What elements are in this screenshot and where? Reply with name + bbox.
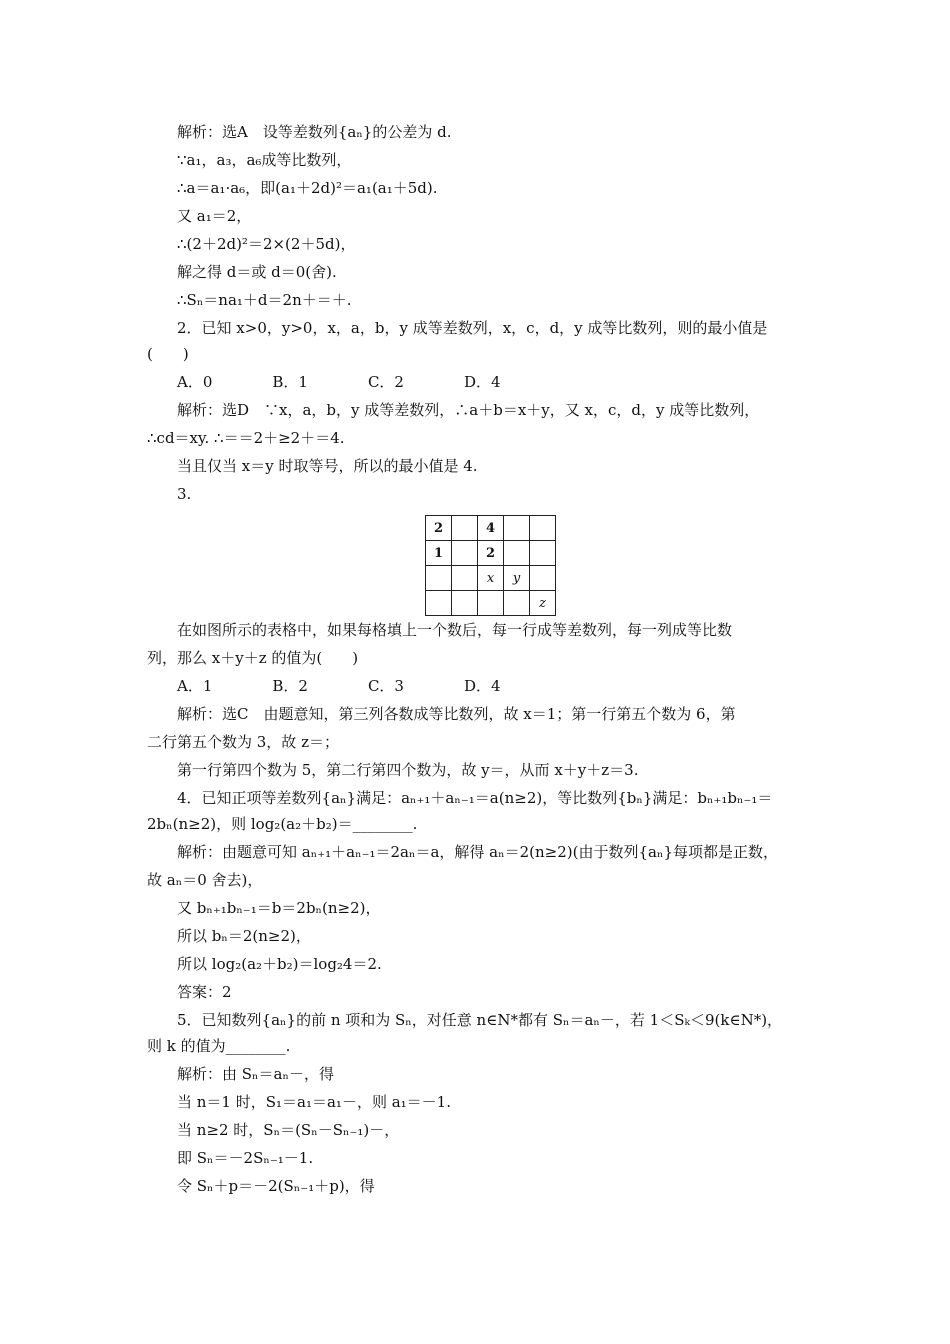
grid-cell — [478, 591, 504, 616]
grid-cell — [504, 541, 530, 566]
text-line: 则 k 的值为________. — [147, 1037, 291, 1055]
grid-cell — [426, 591, 452, 616]
grid-row — [426, 591, 556, 616]
text-line: 解析：由题意可知 aₙ₊₁＋aₙ₋₁＝2aₙ＝a，解得 aₙ＝2(n≥2)(由于数列{aₙ}每项都是正数， — [177, 843, 779, 861]
grid-cell — [452, 566, 478, 591]
text-line: ∵a₁，a₃，a₆成等比数列， — [177, 151, 352, 169]
text-line: 解之得 d＝或 d＝0(舍). — [177, 263, 337, 281]
text-line: ∴cd＝xy. ∴＝＝2＋≥2＋＝4. — [147, 429, 345, 447]
text-line: 所以 bₙ＝2(n≥2)， — [177, 927, 311, 945]
question-5: 5．已知数列{aₙ}的前 n 项和为 Sₙ，对任意 n∈N*都有 Sₙ＝aₙ－，若 1＜Sₖ＜9(k∈N*)， — [177, 1011, 783, 1029]
text-line: 解析：由 Sₙ＝aₙ－，得 — [177, 1065, 334, 1083]
grid-cell: y — [504, 566, 530, 591]
text-line: ∴a＝a₁·a₆，即(a₁＋2d)²＝a₁(a₁＋5d). — [177, 179, 438, 197]
text-line: 解析：选D ∵x，a，b，y 成等差数列，∴a＋b＝x＋y，又 x，c，d，y 成等比数列， — [177, 401, 760, 419]
grid-row — [426, 516, 556, 541]
grid-cell — [530, 541, 556, 566]
answer-line: 答案：2 — [177, 983, 232, 1001]
grid-row — [426, 541, 556, 566]
text-line: 解析：选C 由题意知，第三列各数成等比数列，故 x＝1；第一行第五个数为 6，第 — [177, 705, 736, 723]
text-line: 当 n≥2 时，Sₙ＝(Sₙ－Sₙ₋₁)－， — [177, 1121, 400, 1139]
text-line: ∴Sₙ＝na₁＋d＝2n＋＝＋. — [177, 291, 352, 309]
grid-cell — [530, 566, 556, 591]
text-line: 列，那么 x＋y＋z 的值为( ) — [147, 649, 359, 667]
grid-row — [426, 566, 556, 591]
number-grid — [425, 515, 556, 616]
grid-cell — [452, 516, 478, 541]
grid-cell: z — [530, 591, 556, 616]
grid-cell — [452, 541, 478, 566]
grid-cell: 4 — [478, 516, 504, 541]
text-line: 故 aₙ＝0 舍去)， — [147, 871, 263, 889]
text-line: 令 Sₙ＋p＝－2(Sₙ₋₁＋p)，得 — [177, 1177, 375, 1195]
grid-cell — [452, 591, 478, 616]
text-line: 又 a₁＝2， — [177, 207, 252, 225]
grid-cell — [504, 591, 530, 616]
text-line: ∴(2＋2d)²＝2×(2＋5d)， — [177, 235, 356, 253]
grid-cell: x — [478, 566, 504, 591]
grid-cell — [504, 516, 530, 541]
text-line: 即 Sₙ＝－2Sₙ₋₁－1. — [177, 1149, 314, 1167]
question-3: 3. — [177, 485, 192, 503]
text-line: 所以 log₂(a₂＋b₂)＝log₂4＝2. — [177, 955, 382, 973]
text-line: 第一行第四个数为 5，第二行第四个数为，故 y＝，从而 x＋y＋z＝3. — [177, 761, 639, 779]
question-2: 2．已知 x>0，y>0，x，a，b，y 成等差数列，x，c，d，y 成等比数列，则的最小值是 — [177, 319, 768, 337]
text-line: 当 n＝1 时，S₁＝a₁＝a₁－，则 a₁＝－1. — [177, 1093, 451, 1111]
options-line: A．1 B．2 C．3 D．4 — [177, 677, 501, 695]
text-line: 解析：选A 设等差数列{aₙ}的公差为 d. — [177, 123, 452, 141]
text-line: ( ) — [147, 345, 189, 363]
grid-cell: 2 — [478, 541, 504, 566]
text-line: 二行第五个数为 3，故 z＝； — [147, 733, 339, 751]
text-line: 当且仅当 x＝y 时取等号，所以的最小值是 4. — [177, 457, 478, 475]
text-line: 在如图所示的表格中，如果每格填上一个数后，每一行成等差数列，每一列成等比数 — [177, 621, 733, 639]
text-line: 2bₙ(n≥2)，则 log₂(a₂＋b₂)＝________. — [147, 815, 418, 833]
grid-cell — [530, 516, 556, 541]
grid-cell — [426, 566, 452, 591]
text-line: 又 bₙ₊₁bₙ₋₁＝b＝2bₙ(n≥2)， — [177, 899, 381, 917]
options-line: A．0 B．1 C．2 D．4 — [177, 373, 501, 391]
grid-cell: 1 — [426, 541, 452, 566]
question-4: 4．已知正项等差数列{aₙ}满足：aₙ₊₁＋aₙ₋₁＝a(n≥2)，等比数列{bₙ}满足：bₙ₊₁bₙ₋₁＝ — [177, 789, 773, 807]
grid-cell: 2 — [426, 516, 452, 541]
